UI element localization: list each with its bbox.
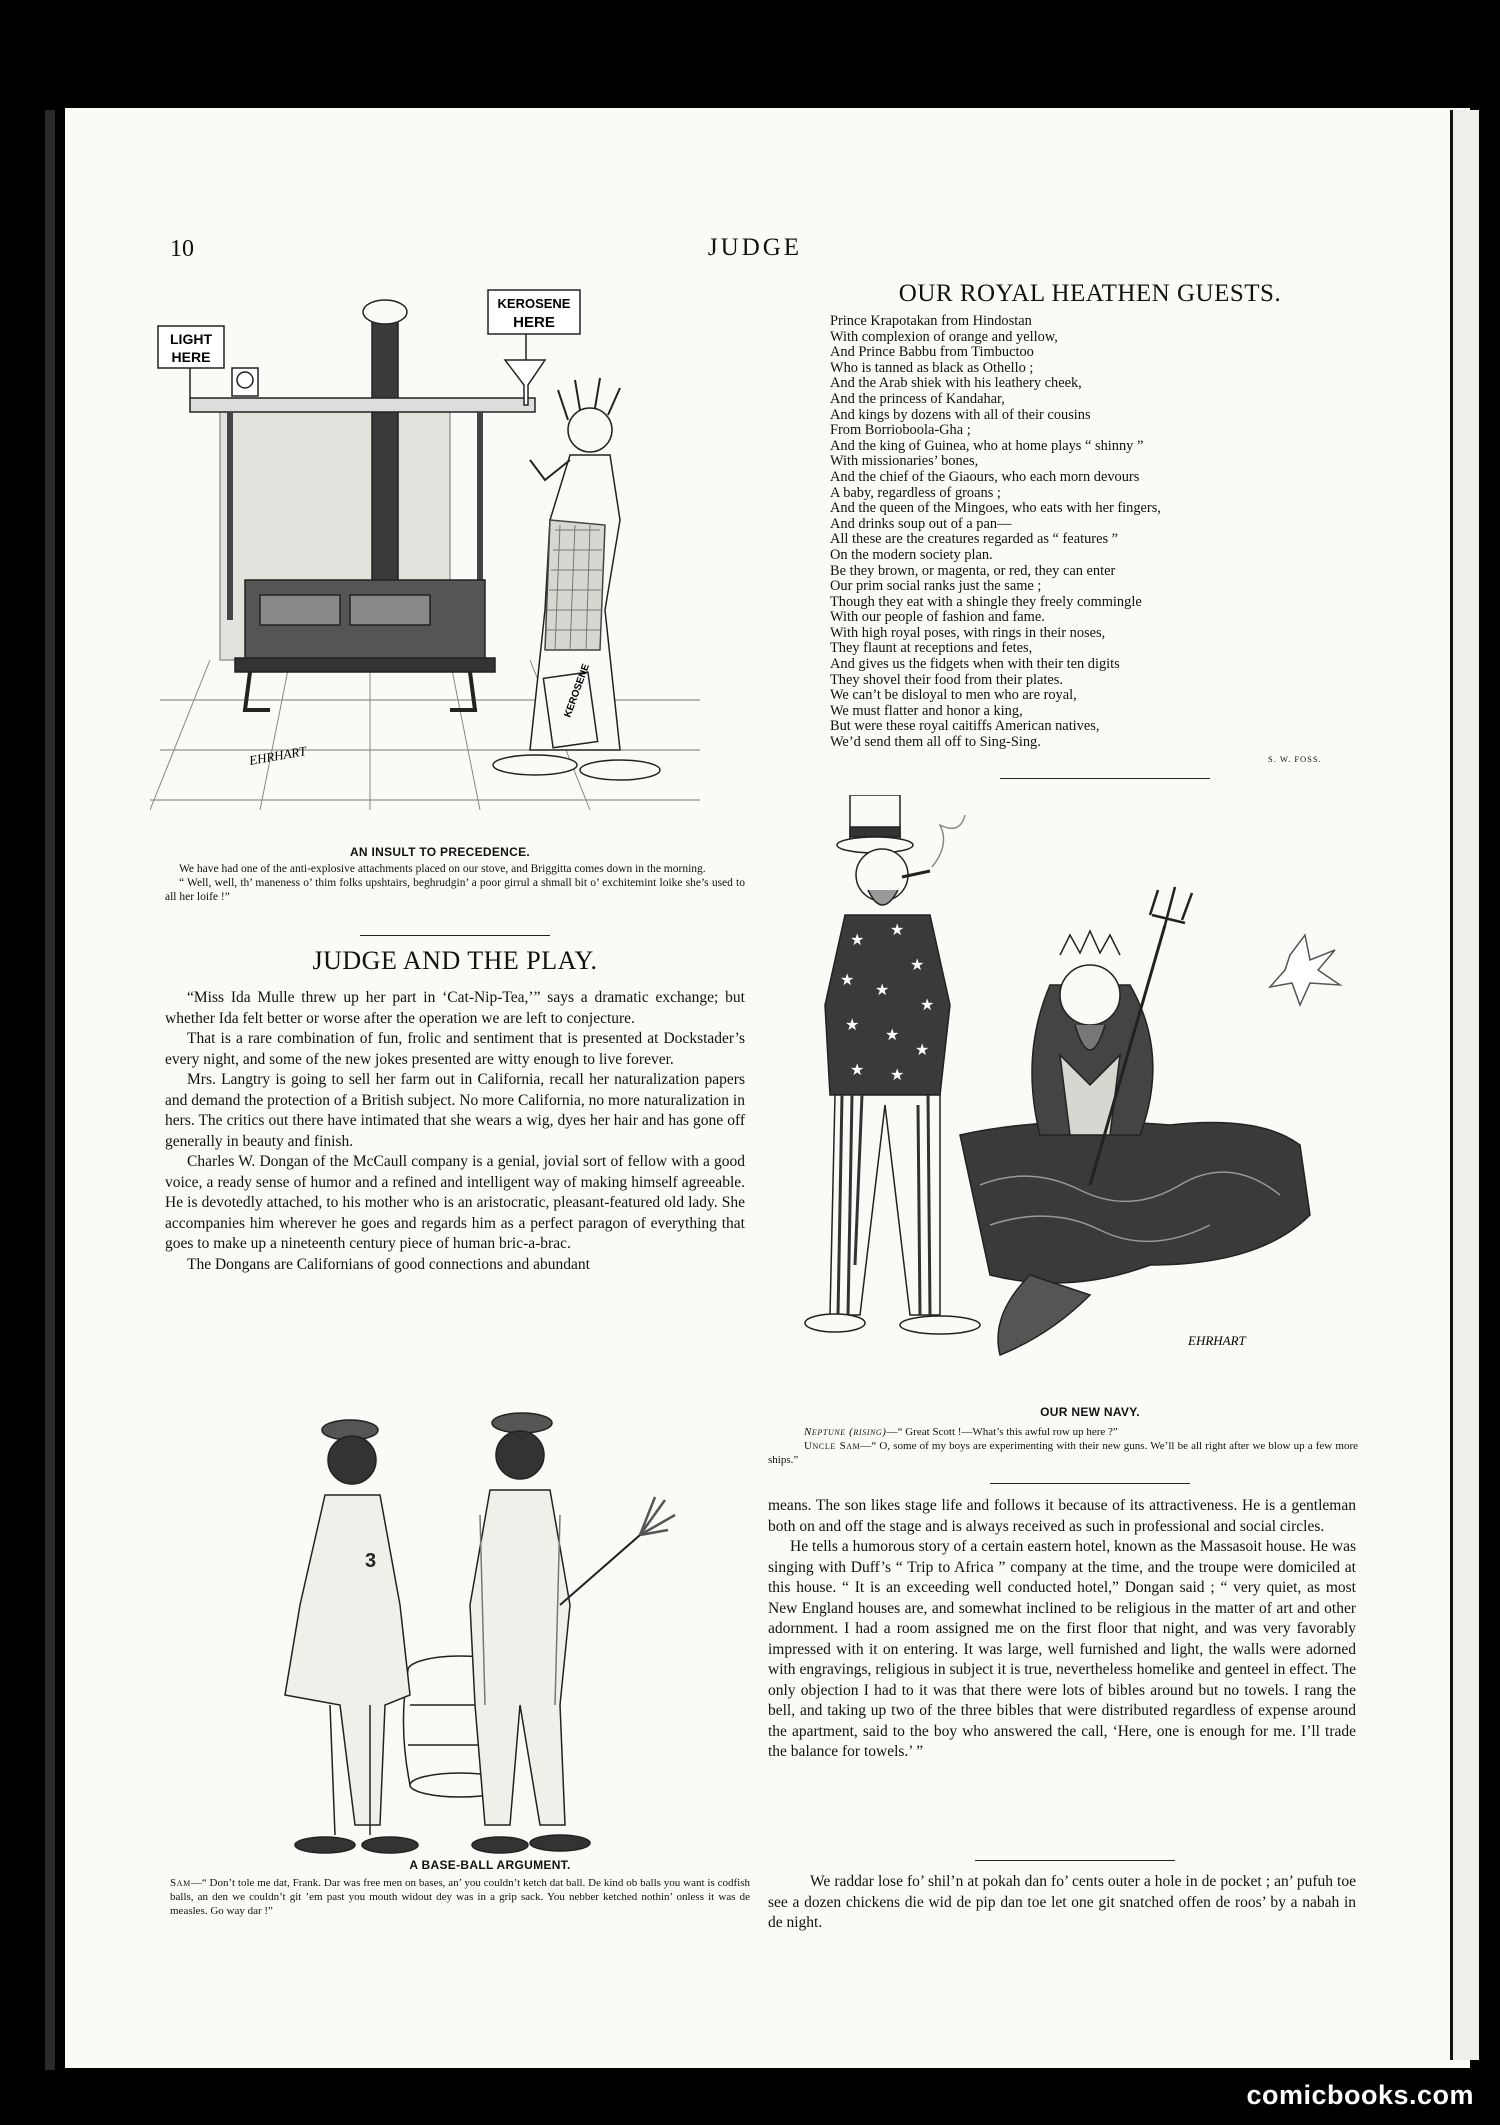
baseball-cartoon	[270, 1405, 710, 1865]
poem-line: We’d send them all off to Sing-Sing.	[830, 734, 1041, 751]
poem-title: OUR ROYAL HEATHEN GUESTS.	[898, 280, 1282, 307]
article-heading: JUDGE AND THE PLAY.	[312, 946, 598, 975]
kerosene-sign-line2: HERE	[513, 314, 555, 331]
divider	[975, 1860, 1175, 1861]
caption-line: “ Well, well, th’ maneness o’ thim folks upshtairs, beghrudgin’ a poor girrul a shmall bit o’ exchitemint loike she’s used to all her loife !”	[165, 877, 745, 903]
poem-line: And the chief of the Giaours, who each morn devours	[830, 468, 1140, 485]
article-continuation	[768, 1496, 1356, 1763]
svg-text:★: ★	[840, 970, 855, 989]
cartoon2-title: OUR NEW NAVY.	[1040, 1405, 1140, 1419]
light-here-sign	[158, 326, 224, 398]
watermark-logo: comicbooks.com	[1246, 2080, 1474, 2110]
poem-line: Prince Krapotakan from Hindostan	[830, 313, 1032, 329]
divider	[1000, 778, 1210, 779]
divider	[990, 1483, 1190, 1484]
svg-text:★: ★	[890, 920, 905, 939]
paragraph: Mrs. Langtry is going to sell her farm out in California, recall her naturalization papers and demand the protection of a British subject. No more California, no more naturalization in hers. The critics out there have intimated that she wears a wig, dyes her hair and has gone off generally in beauty and finish.	[165, 1071, 745, 1150]
cartoon2-caption	[768, 1425, 1358, 1467]
caption-line: We have had one of the anti-explosive attachments placed on our stove, and Briggitta comes down in the morning.	[179, 863, 706, 875]
poem-line: Who is tanned as black as Othello ;	[830, 359, 1034, 376]
uncle-sam-line: —“ O, some of my boys are experimenting with their new guns. We’ll be all right after we blow up a few more ships.”	[768, 1440, 1358, 1466]
poem-line: Be they brown, or magenta, or red, they can enter	[830, 562, 1116, 579]
artist-signature: EHRHART	[1188, 1333, 1246, 1348]
poem-line: From Borrioboola-Gha ;	[830, 422, 971, 439]
svg-text:★: ★	[850, 1060, 865, 1079]
cartoon3-caption	[170, 1876, 750, 1918]
poem-line: We can’t be disloyal to men who are royal,	[830, 687, 1077, 704]
cartoon1-title: AN INSULT TO PRECEDENCE.	[349, 845, 531, 859]
poem-line: And the princess of Kandahar,	[830, 390, 1005, 407]
svg-text:★: ★	[845, 1015, 860, 1034]
can-label: KEROSENE	[562, 662, 593, 720]
poem-line: But were these royal caitiffs American natives,	[830, 718, 1100, 735]
poem-line: With our people of fashion and fame.	[830, 609, 1045, 626]
svg-text:★: ★	[920, 995, 935, 1014]
article-body	[165, 988, 745, 1275]
poem-line: And drinks soup out of a pan—	[830, 515, 1012, 532]
poem-line: With missionaries’ bones,	[830, 453, 979, 470]
poem-line: On the modern society plan.	[830, 546, 993, 563]
paragraph: The Dongans are Californians of good connections and abundant	[187, 1255, 590, 1273]
svg-text:★: ★	[875, 980, 890, 999]
coat-number: 3	[365, 1550, 377, 1572]
light-sign-line2: HERE	[171, 349, 211, 365]
poem-line: And gives us the fidgets when with their ten digits	[830, 656, 1120, 673]
poem-line: They flaunt at receptions and fetes,	[830, 640, 1033, 657]
cartoon1-caption	[165, 862, 745, 904]
speaker-uncle-sam: Uncle Sam	[804, 1440, 861, 1452]
paragraph: That is a rare combination of fun, frolic and sentiment that is presented at Dockstader’s every night, and some of the new jokes presented are witty enough to live forever.	[165, 1030, 745, 1068]
saying: We raddar lose fo’ shil’n at pokah dan fo’ cents outer a hole in de pocket ; an’ pufuh toe see a dozen chickens die wid de pip dan toe let one git snatched offen de roos’ by a nabah in de night.	[768, 1873, 1356, 1931]
page-number: 10	[170, 236, 194, 262]
speaker-neptune: Neptune (rising)	[804, 1426, 887, 1438]
poem-line: And the king of Guinea, who at home plays “ shinny ”	[830, 437, 1144, 454]
binding-shadow	[45, 110, 55, 2070]
poem-line: And kings by dozens with all of their cousins	[830, 406, 1091, 423]
poem-line: They shovel their food from their plates.	[830, 671, 1063, 688]
poem-line: And Prince Babbu from Timbuctoo	[830, 344, 1034, 361]
paragraph: means. The son likes stage life and follows it because of its attractiveness. He is a gentleman both on and off the stage and is always received as such in professional and social circles.	[768, 1497, 1356, 1535]
svg-text:★: ★	[850, 930, 865, 949]
svg-text:★: ★	[890, 1065, 905, 1084]
cartoon3-title: A BASE-BALL ARGUMENT.	[409, 1858, 571, 1872]
poem-line: Though they eat with a shingle they freely commingle	[830, 593, 1142, 610]
poem-attribution: S. W. FOSS.	[1268, 754, 1322, 764]
neptune-line: —“ Great Scott !—What’s this awful row up here ?”	[886, 1426, 1118, 1438]
paragraph: Charles W. Dongan of the McCaull company is a genial, jovial sort of fellow with a good voice, a ready sense of humor and a refined and intelligent way of making himself agreeable. He is devotedly attached, to his mother who is an aristocratic, pleasant-featured old lady. She accompanies him wherever he goes and regards him as a perfect paragon of everything that goes to make up a nineteenth century piece of human bric-a-brac.	[165, 1153, 745, 1252]
kerosene-here-sign	[488, 290, 580, 360]
paragraph: “Miss Ida Mulle threw up her part in ‘Cat-Nip-Tea,’” says a dramatic exchange; but whether Ida felt better or worse after the operation we are left to conjecture.	[165, 989, 745, 1027]
svg-text:★: ★	[915, 1040, 930, 1059]
kerosene-sign-line1: KEROSENE	[497, 296, 571, 311]
poem-line: A baby, regardless of groans ;	[830, 484, 1001, 501]
poem-line: With high royal poses, with rings in their noses,	[830, 624, 1106, 641]
svg-text:★: ★	[885, 1025, 900, 1044]
stove-cartoon	[150, 280, 710, 810]
poem-line: And the queen of the Mingoes, who eats with her fingers,	[830, 500, 1161, 517]
masthead: JUDGE	[707, 234, 803, 261]
poem-line: With complexion of orange and yellow,	[830, 328, 1058, 345]
navy-cartoon	[790, 795, 1380, 1395]
poem-line: All these are the creatures regarded as “ features ”	[830, 531, 1119, 548]
sam-line: —“ Don’t tole me dat, Frank. Dar was free men on bases, an’ you couldn’t ketch dat ball. De kind ob balls you want is codfish balls, an den we couldn’t git ’em past you mouth widout dey was in a grip sack. You nebber ketched nothin’ onless it was de measles. Go way dar !”	[170, 1877, 750, 1917]
light-sign-line1: LIGHT	[170, 331, 212, 347]
next-page-edge	[1450, 110, 1479, 2060]
svg-text:★: ★	[910, 955, 925, 974]
divider	[360, 935, 550, 936]
poem-line: We must flatter and honor a king,	[830, 702, 1023, 719]
paragraph: He tells a humorous story of a certain eastern hotel, known as the Massasoit house. He was singing with Duff’s “ Trip to Africa ” company at the time, and the troupe were domiciled at this house. “ It is an exceeding well conducted hotel,” Dongan said ; “ very quiet, as most New England houses are, and somewhat inclined to be religious in the matter of art and other adornment. I had a room assigned me on the first floor that night, and was very favorably impressed with it on entering. It was large, well furnished and light, the walls were adorned with engravings, religious in subject it is true, nevertheless homelike and genteel in effect. The only objection I had to it was that there were lots of bibles around but no towels. I rang the bell, and taking up two of the three bibles that were distributed regardless of expense around the apartment, said to the boy who answered the call, ‘Here, one is enough for me. I’ll trade the balance for towels.’ ”	[768, 1538, 1356, 1760]
speaker-sam: Sam	[170, 1877, 191, 1889]
artist-signature: EHRHART	[247, 743, 308, 768]
poem-line: Our prim social ranks just the same ;	[830, 578, 1042, 595]
poem-line: And the Arab shiek with his leathery cheek,	[830, 375, 1082, 392]
poem-body	[830, 314, 1330, 751]
